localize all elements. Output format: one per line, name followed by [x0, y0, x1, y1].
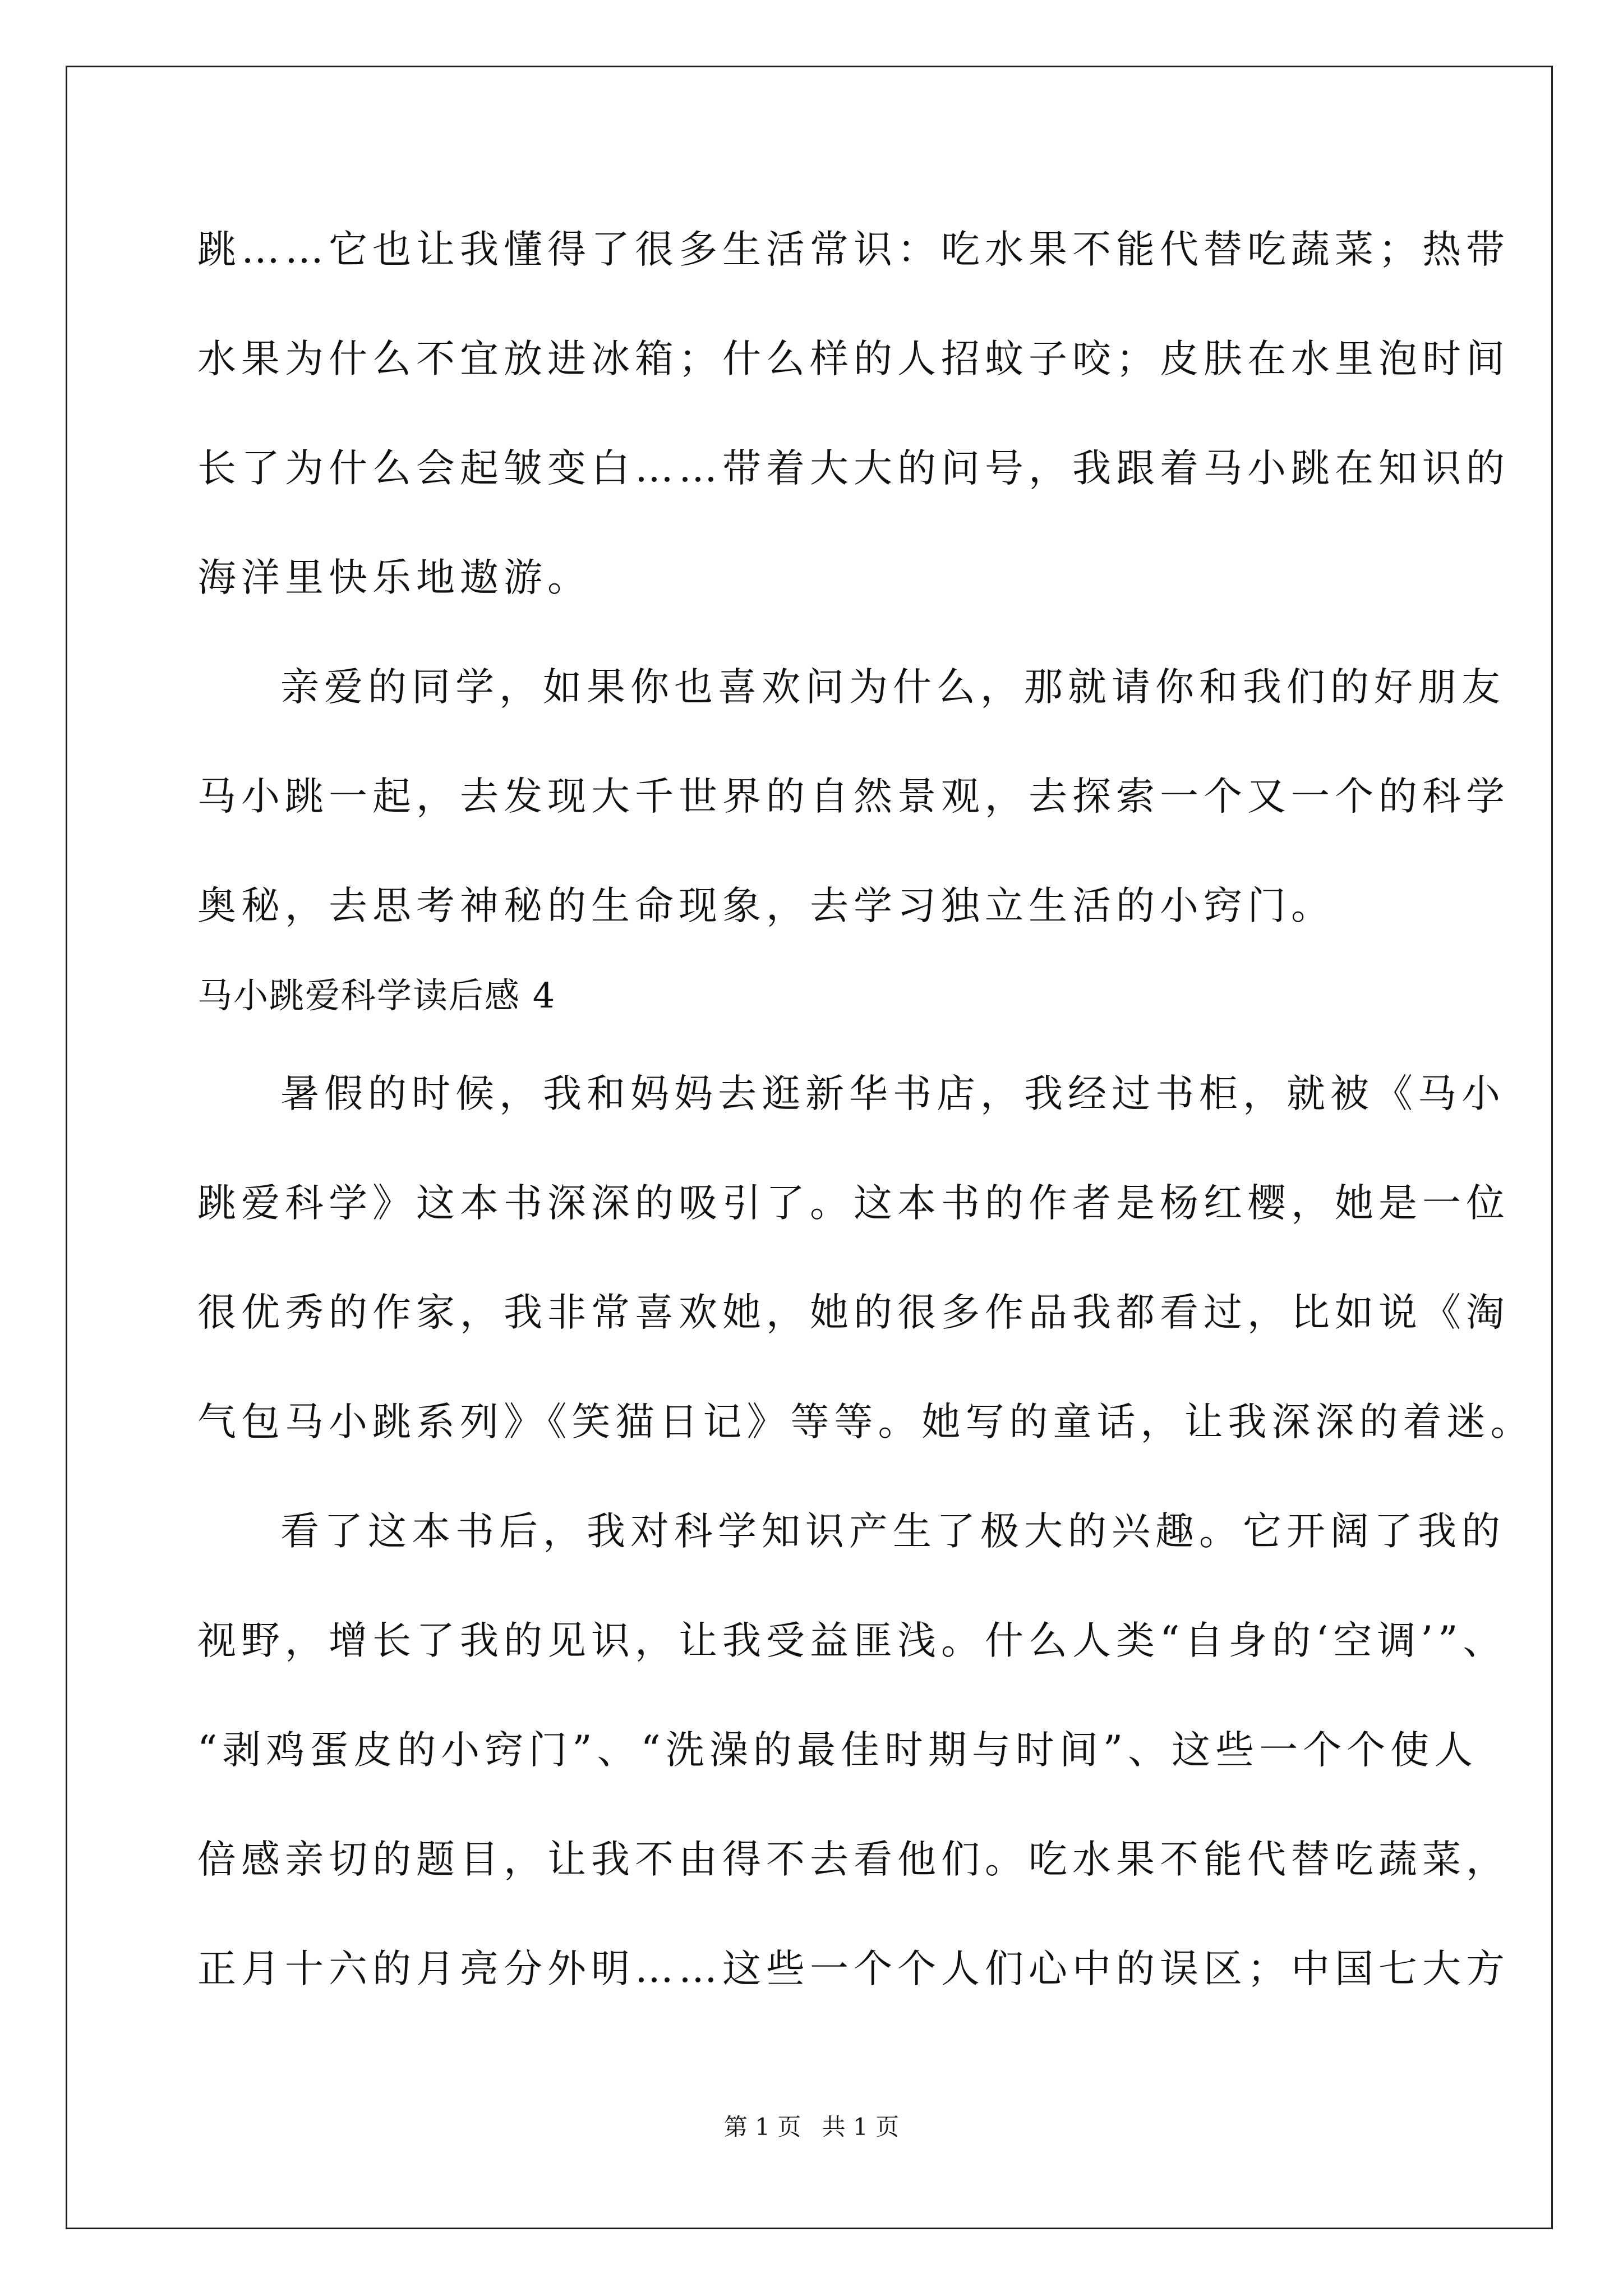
text-line: 倍感亲切的题目，让我不由得不去看他们。吃水果不能代替吃蔬菜， — [197, 1837, 1510, 1882]
paragraph-start-line: 看了这本书后，我对科学知识产生了极大的兴趣。它开阔了我的 — [280, 1509, 1505, 1554]
page-total: 共 1 页 — [822, 2113, 900, 2141]
text-line: 跳……它也让我懂得了很多生活常识：吃水果不能代替吃蔬菜；热带 — [197, 227, 1510, 272]
section-heading: 马小跳爱科学读后感 4 — [197, 975, 556, 1016]
text-line: 跳爱科学》这本书深深的吸引了。这本书的作者是杨红樱，她是一位 — [197, 1181, 1510, 1226]
paragraph-start-line: 亲爱的同学，如果你也喜欢问为什么，那就请你和我们的好朋友 — [280, 665, 1505, 710]
text-line: 水果为什么不宜放进冰箱；什么样的人招蚊子咬；皮肤在水里泡时间 — [197, 337, 1510, 381]
page-footer — [0, 2110, 1623, 2144]
text-line: 正月十六的月亮分外明……这些一个个人们心中的误区；中国七大方 — [197, 1947, 1510, 1991]
text-line: 长了为什么会起皱变白……带着大大的问号，我跟着马小跳在知识的 — [197, 446, 1510, 491]
page-border — [66, 66, 1553, 2229]
text-line: 马小跳一起，去发现大千世界的自然景观，去探索一个又一个的科学 — [197, 774, 1510, 819]
text-line: 海洋里快乐地遨游。 — [197, 555, 591, 600]
text-line: 气包马小跳系列》《笑猫日记》等等。她写的童话，让我深深的着迷。 — [197, 1400, 1534, 1444]
page-number: 第 1 页 — [723, 2113, 801, 2141]
text-line: 视野，增长了我的见识，让我受益匪浅。什么人类“自身的‘空调’”、 — [197, 1618, 1507, 1663]
paragraph-start-line: 暑假的时候，我和妈妈去逛新华书店，我经过书柜，就被《马小 — [280, 1071, 1505, 1116]
text-line: 很优秀的作家，我非常喜欢她，她的很多作品我都看过，比如说《淘 — [197, 1290, 1510, 1335]
text-line: 奥秘，去思考神秘的生命现象，去学习独立生活的小窍门。 — [197, 884, 1335, 928]
text-line: “剥鸡蛋皮的小窍门”、“洗澡的最佳时期与时间”、这些一个个使人 — [197, 1728, 1478, 1773]
